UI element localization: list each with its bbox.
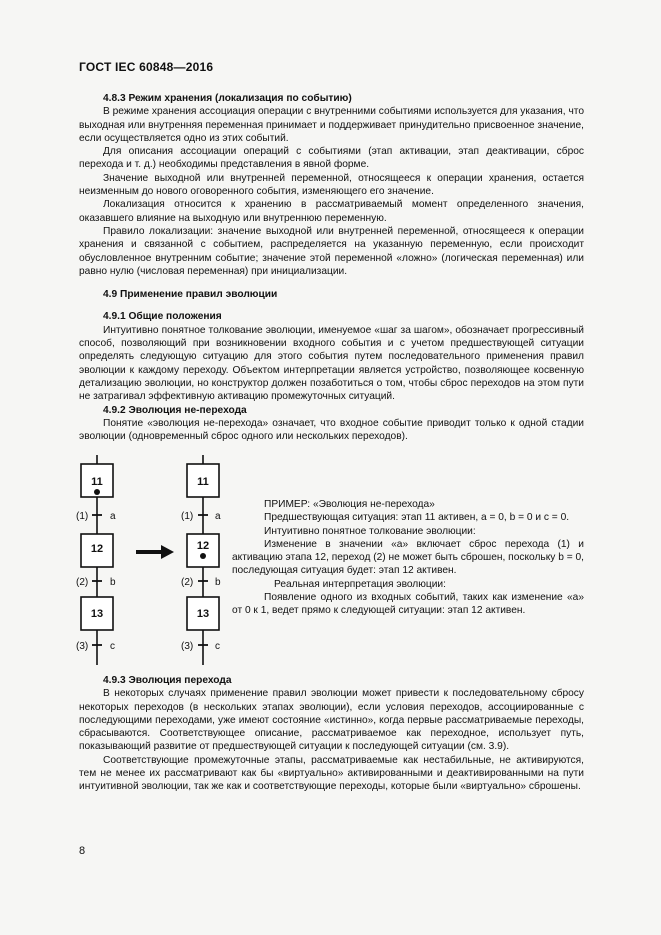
transition-condition: c	[215, 641, 220, 652]
paragraph: В некоторых случаях применение правил эволюции может привести к последовательному сбросу некоторых переходов (в нескольких этапах эволюции), если условия переходов, ассоциированные с последующими переходами, уже имеют состояние «истинно», когда первые рассматриваемые переходы, сбрасываются. Соответствующее описание, рассматриваемое как переходное, использует путь, показывающий развитие от предшествующей ситуации к последующей ситуации (см. 3.9).	[79, 688, 584, 753]
example-line: Интуитивно понятное толкование эволюции:	[264, 525, 476, 537]
step-label: 12	[90, 543, 104, 555]
heading-4-9-1: 4.9.1 Общие положения	[103, 311, 222, 323]
active-token	[94, 489, 100, 495]
example-line: Изменение в значении «a» включает сброс перехода (1) и активацию этапа 12, переход (2) не может быть сброшен, поскольку b = 0, последующая ситуация будет: этап 12 активен.	[232, 538, 584, 577]
arrow-head	[161, 545, 174, 559]
example-line: Реальная интерпретация эволюции:	[274, 578, 446, 590]
transition-number: (2)	[76, 577, 89, 588]
paragraph: Правило локализации: значение выходной или внутренней переменной, относящееся к операции хранения и связанной с событием, распределяется на указанную переменную, если происходит обусловленное внутренним событие; значение этой переменной «ложно» (логическая переменная) или равно нулю (числовая переменная) при инициализации.	[79, 225, 584, 277]
transition-condition: a	[110, 511, 116, 522]
example-line: Предшествующая ситуация: этап 11 активен, a = 0, b = 0 и c = 0.	[264, 512, 570, 524]
page-number: 8	[79, 845, 86, 857]
heading-4-9: 4.9 Применение правил эволюции	[103, 289, 278, 301]
paragraph: Значение выходной или внутренней переменной, относящееся к операции хранения, остается неизменным до нового оговоренного события, изменяющего его значение.	[79, 172, 584, 198]
step-label: 13	[196, 608, 210, 620]
heading-4-8-3: 4.8.3 Режим хранения (локализация по событию)	[103, 93, 352, 104]
step-label: 11	[91, 476, 103, 488]
paragraph: Интуитивно понятное толкование эволюции, именуемое «шаг за шагом», обозначает прогрессивный способ, позволяющий при возникновении входного события и с учетом предшествующей ситуации определять следующую ситуацию для этого события путем последовательного применения правил эволюции к каждому переходу. Объектом интерпретации является устройство, позволяющее косвенную детализацию эволюции, но конструктор должен позаботиться о том, чтобы сброс переходов на этом пути не затрагивал эффективную активацию промежуточных ситуаций.	[79, 324, 584, 403]
grafcet-diagram	[70, 455, 230, 670]
step-label: 13	[90, 608, 104, 620]
document-header: ГОСТ IEC 60848—2016	[79, 60, 214, 74]
transition-condition: a	[215, 511, 221, 522]
paragraph: Соответствующие промежуточные этапы, рассматриваемые как нестабильные, не активируются, тем не менее их рассматривают как бы «виртуально» активированными и деактивированными на пути интуитивной эволюции, так же как и соответствующие переходы, которые были «виртуально» сброшены.	[79, 754, 584, 793]
transition-arrow	[136, 545, 174, 559]
transition-number: (3)	[181, 641, 194, 652]
paragraph: Для описания ассоциации операций с событиями (этап активации, этап деактивации, сброс перехода и т. д.) необходимы представления в явной форме.	[79, 146, 584, 171]
transition-number: (2)	[181, 577, 194, 588]
transition-condition: c	[110, 641, 115, 652]
transition-number: (1)	[181, 511, 194, 522]
example-block	[232, 498, 584, 618]
example-line: Появление одного из входных событий, таких как изменение «а» от 0 к 1, ведет прямо к следующей ситуации: этап 12 активен.	[232, 592, 584, 617]
heading-4-9-2: 4.9.2 Эволюция не-перехода	[103, 404, 247, 416]
active-token	[200, 553, 206, 559]
paragraph: Локализация относится к хранению в рассматриваемый момент определенного значения, оказавшего влияние на выходную или внутреннюю переменную.	[79, 199, 584, 224]
example-title: ПРИМЕР: «Эволюция не-перехода»	[264, 499, 435, 510]
transition-number: (3)	[76, 641, 89, 652]
paragraph: В режиме хранения ассоциация операции с внутренними событиями используется для указания, что выходная или внутренняя переменная принимает и поддерживает принудительно присвоенное значение, если осуществляется одно из этих событий.	[79, 106, 584, 144]
text-block-top	[79, 92, 584, 443]
text-block-bottom	[79, 674, 584, 794]
step-label: 11	[197, 476, 209, 488]
step-label: 12	[196, 540, 210, 552]
paragraph: Понятие «эволюция не-перехода» означает, что входное событие приводит только к одной стадии эволюции (одновременный сброс одного или нескольких переходов).	[79, 417, 584, 443]
transition-condition: b	[110, 577, 116, 588]
transition-number: (1)	[76, 511, 89, 522]
heading-4-9-3: 4.9.3 Эволюция перехода	[103, 675, 232, 686]
transition-condition: b	[215, 577, 221, 588]
